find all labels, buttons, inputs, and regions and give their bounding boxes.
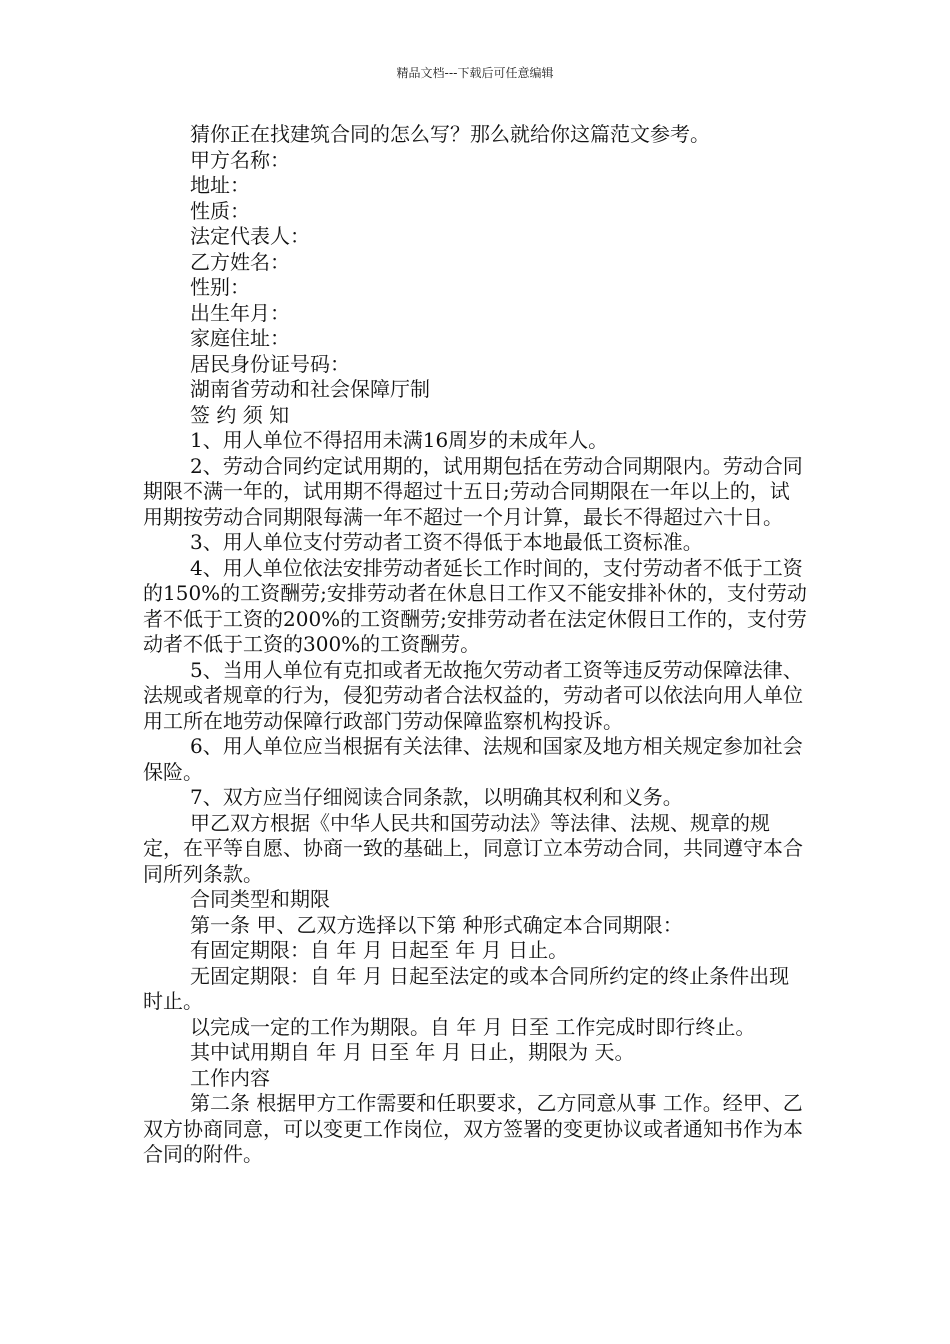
preamble-paragraph: 甲乙双方根据《中华人民共和国劳动法》等法律、法规、规章的规定，在平等自愿、协商一致的基础上，同意订立本劳动合同，共同遵守本合同所列条款。 <box>143 810 803 886</box>
party-a-name-field: 甲方名称： <box>190 147 290 172</box>
party-b-name-field: 乙方姓名： <box>190 249 290 274</box>
gender-field: 性别： <box>190 275 250 299</box>
notice-item-5: 5、当用人单位有克扣或者无故拖欠劳动者工资等违反劳动保障法律、法规或者规章的行为，侵犯劳动者合法权益的，劳动者可以依法向用人单位用工所在地劳动保障行政部门劳动保障监察机构投诉。 <box>143 657 803 733</box>
task-term-line: 以完成一定的工作为期限。自 年 月 日至 工作完成时即行终止。 <box>190 1014 756 1039</box>
notice-heading: 签 约 须 知 <box>190 402 290 427</box>
id-number-field: 居民身份证号码： <box>190 351 350 376</box>
party-a-address-field: 地址： <box>190 173 250 197</box>
notice-item-3: 3、用人单位支付劳动者工资不得低于本地最低工资标准。 <box>190 530 703 554</box>
section-heading-work-content: 工作内容 <box>190 1065 270 1090</box>
birth-date-field: 出生年月： <box>190 300 290 325</box>
notice-item-7: 7、双方应当仔细阅读合同条款，以明确其权利和义务。 <box>190 785 683 809</box>
notice-item-6: 6、用人单位应当根据有关法律、法规和国家及地方相关规定参加社会保险。 <box>143 734 803 784</box>
probation-line: 其中试用期自 年 月 日至 年 月 日止，期限为 天。 <box>190 1040 635 1064</box>
legal-representative-field: 法定代表人： <box>190 224 310 248</box>
fixed-term-line: 有固定期限：自 年 月 日起至 年 月 日止。 <box>190 938 569 962</box>
home-address-field: 家庭住址： <box>190 326 290 350</box>
notice-item-1: 1、用人单位不得招用未满16周岁的未成年人。 <box>190 428 609 452</box>
notice-item-4: 4、用人单位依法安排劳动者延长工作时间的，支付劳动者不低于工资的150%的工资酬劳;安排劳动者在休息日工作又不能安排补休的，支付劳动者不低于工资的200%的工资酬劳;安排劳动者在法定休假日工作的，支付劳动者不低于工资的300%的工资酬劳。 <box>143 555 807 656</box>
open-term-line: 无固定期限：自 年 月 日起至法定的或本合同所约定的终止条件出现时止。 <box>143 963 790 1013</box>
page-header: 精品文档---下载后可任意编辑 <box>396 66 554 80</box>
issuer-line: 湖南省劳动和社会保障厅制 <box>190 377 430 401</box>
document-body <box>143 122 809 1168</box>
article-2: 第二条 根据甲方工作需要和任职要求，乙方同意从事 工作。经甲、乙双方协商同意，可以变更工作岗位，双方签署的变更协议或者通知书作为本合同的附件。 <box>143 1091 803 1166</box>
intro-line: 猜你正在找建筑合同的怎么写？那么就给你这篇范文参考。 <box>190 122 710 146</box>
notice-item-2: 2、劳动合同约定试用期的，试用期包括在劳动合同期限内。劳动合同期限不满一年的，试用期不得超过十五日;劳动合同期限在一年以上的，试用期按劳动合同期限每满一年不超过一个月计算，最长不得超过六十日。 <box>143 453 803 529</box>
section-heading-contract-type: 合同类型和期限 <box>190 887 330 911</box>
party-a-nature-field: 性质： <box>190 198 250 223</box>
article-1: 第一条 甲、乙双方选择以下第 种形式确定本合同期限： <box>190 912 683 937</box>
